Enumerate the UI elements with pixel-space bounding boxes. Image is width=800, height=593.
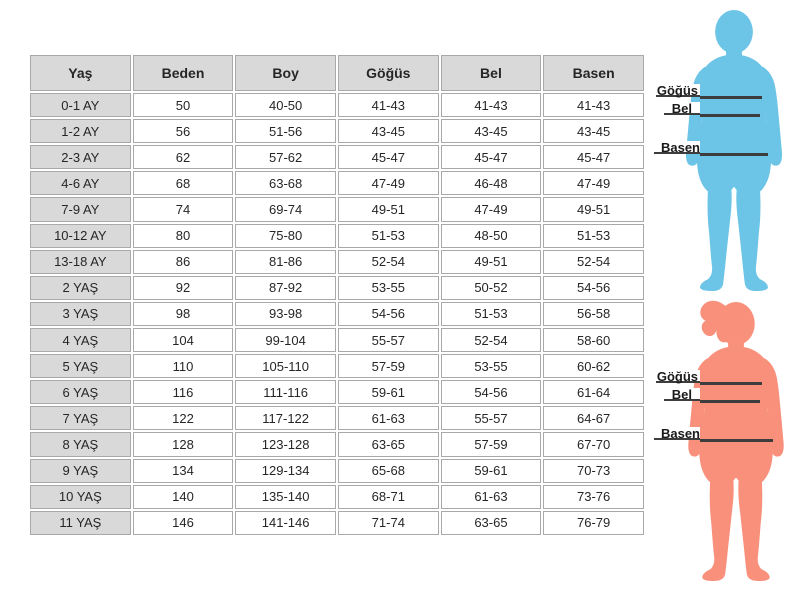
col-header-bel: Bel — [441, 55, 542, 91]
table-row — [30, 276, 644, 300]
value-cell: 55-57 — [338, 328, 439, 352]
value-cell: 51-53 — [543, 224, 644, 248]
value-cell: 54-56 — [543, 276, 644, 300]
col-header-boy: Boy — [235, 55, 336, 91]
value-cell: 74 — [133, 197, 234, 221]
value-cell: 48-50 — [441, 224, 542, 248]
table-row — [30, 432, 644, 456]
value-cell: 43-45 — [338, 119, 439, 143]
table-row — [30, 354, 644, 378]
waist-line-bottom — [700, 400, 760, 403]
value-cell: 46-48 — [441, 171, 542, 195]
value-cell: 53-55 — [338, 276, 439, 300]
value-cell: 146 — [133, 511, 234, 535]
value-cell: 123-128 — [235, 432, 336, 456]
value-cell: 41-43 — [338, 93, 439, 117]
value-cell: 63-68 — [235, 171, 336, 195]
value-cell: 45-47 — [543, 145, 644, 169]
value-cell: 54-56 — [441, 380, 542, 404]
value-cell: 47-49 — [441, 197, 542, 221]
waist-label-bottom: Bel — [664, 388, 700, 401]
table-row — [30, 224, 644, 248]
value-cell: 73-76 — [543, 485, 644, 509]
value-cell: 70-73 — [543, 459, 644, 483]
value-cell: 76-79 — [543, 511, 644, 535]
girl-silhouette-icon — [675, 299, 797, 585]
value-cell: 65-68 — [338, 459, 439, 483]
value-cell: 59-61 — [441, 459, 542, 483]
value-cell: 49-51 — [543, 197, 644, 221]
age-cell: 11 YAŞ — [30, 511, 131, 535]
value-cell: 75-80 — [235, 224, 336, 248]
table-row — [30, 511, 644, 535]
hip-line-top — [700, 153, 768, 156]
value-cell: 122 — [133, 406, 234, 430]
hip-label-top: Basen — [654, 141, 700, 154]
value-cell: 61-63 — [338, 406, 439, 430]
value-cell: 140 — [133, 485, 234, 509]
waist-line-top — [700, 114, 760, 117]
value-cell: 57-59 — [338, 354, 439, 378]
value-cell: 68-71 — [338, 485, 439, 509]
age-cell: 7 YAŞ — [30, 406, 131, 430]
table-row — [30, 171, 644, 195]
table-row — [30, 406, 644, 430]
value-cell: 80 — [133, 224, 234, 248]
value-cell: 41-43 — [543, 93, 644, 117]
value-cell: 49-51 — [338, 197, 439, 221]
col-header-yas: Yaş — [30, 55, 131, 91]
age-cell: 10 YAŞ — [30, 485, 131, 509]
age-cell: 6 YAŞ — [30, 380, 131, 404]
value-cell: 60-62 — [543, 354, 644, 378]
value-cell: 81-86 — [235, 250, 336, 274]
value-cell: 58-60 — [543, 328, 644, 352]
age-cell: 13-18 AY — [30, 250, 131, 274]
value-cell: 55-57 — [441, 406, 542, 430]
value-cell: 45-47 — [441, 145, 542, 169]
size-table — [28, 53, 646, 537]
chest-line-bottom — [700, 382, 762, 385]
value-cell: 129-134 — [235, 459, 336, 483]
value-cell: 56-58 — [543, 302, 644, 326]
table-row — [30, 145, 644, 169]
value-cell: 62 — [133, 145, 234, 169]
value-cell: 63-65 — [441, 511, 542, 535]
hip-line-bottom — [700, 439, 773, 442]
value-cell: 68 — [133, 171, 234, 195]
age-cell: 4-6 AY — [30, 171, 131, 195]
age-cell: 10-12 AY — [30, 224, 131, 248]
value-cell: 51-53 — [338, 224, 439, 248]
value-cell: 135-140 — [235, 485, 336, 509]
value-cell: 52-54 — [441, 328, 542, 352]
value-cell: 57-59 — [441, 432, 542, 456]
value-cell: 117-122 — [235, 406, 336, 430]
value-cell: 110 — [133, 354, 234, 378]
value-cell: 61-63 — [441, 485, 542, 509]
age-cell: 2 YAŞ — [30, 276, 131, 300]
value-cell: 93-98 — [235, 302, 336, 326]
value-cell: 87-92 — [235, 276, 336, 300]
value-cell: 57-62 — [235, 145, 336, 169]
value-cell: 71-74 — [338, 511, 439, 535]
value-cell: 98 — [133, 302, 234, 326]
value-cell: 86 — [133, 250, 234, 274]
age-cell: 3 YAŞ — [30, 302, 131, 326]
value-cell: 59-61 — [338, 380, 439, 404]
value-cell: 54-56 — [338, 302, 439, 326]
waist-label-top: Bel — [664, 102, 700, 115]
col-header-beden: Beden — [133, 55, 234, 91]
value-cell: 43-45 — [543, 119, 644, 143]
table-row — [30, 119, 644, 143]
table-header-row — [30, 55, 644, 91]
value-cell: 41-43 — [441, 93, 542, 117]
value-cell: 53-55 — [441, 354, 542, 378]
age-cell: 0-1 AY — [30, 93, 131, 117]
value-cell: 50 — [133, 93, 234, 117]
value-cell: 69-74 — [235, 197, 336, 221]
table-row — [30, 459, 644, 483]
value-cell: 47-49 — [338, 171, 439, 195]
age-cell: 9 YAŞ — [30, 459, 131, 483]
value-cell: 99-104 — [235, 328, 336, 352]
hip-label-bottom: Basen — [654, 427, 700, 440]
value-cell: 104 — [133, 328, 234, 352]
value-cell: 128 — [133, 432, 234, 456]
value-cell: 64-67 — [543, 406, 644, 430]
value-cell: 116 — [133, 380, 234, 404]
chest-line-top — [700, 96, 762, 99]
value-cell: 49-51 — [441, 250, 542, 274]
value-cell: 61-64 — [543, 380, 644, 404]
chest-label-bottom: Göğüs — [656, 369, 698, 384]
value-cell: 111-116 — [235, 380, 336, 404]
table-row — [30, 485, 644, 509]
table-row — [30, 250, 644, 274]
value-cell: 67-70 — [543, 432, 644, 456]
value-cell: 50-52 — [441, 276, 542, 300]
age-cell: 1-2 AY — [30, 119, 131, 143]
age-cell: 5 YAŞ — [30, 354, 131, 378]
table-row — [30, 197, 644, 221]
age-cell: 4 YAŞ — [30, 328, 131, 352]
value-cell: 63-65 — [338, 432, 439, 456]
value-cell: 56 — [133, 119, 234, 143]
col-header-basen: Basen — [543, 55, 644, 91]
col-header-gogus: Göğüs — [338, 55, 439, 91]
value-cell: 141-146 — [235, 511, 336, 535]
table-row — [30, 93, 644, 117]
table-row — [30, 380, 644, 404]
value-cell: 134 — [133, 459, 234, 483]
chest-label-top: Göğüs — [656, 83, 698, 98]
age-cell: 7-9 AY — [30, 197, 131, 221]
value-cell: 92 — [133, 276, 234, 300]
value-cell: 51-53 — [441, 302, 542, 326]
value-cell: 43-45 — [441, 119, 542, 143]
value-cell: 52-54 — [543, 250, 644, 274]
value-cell: 40-50 — [235, 93, 336, 117]
table-row — [30, 302, 644, 326]
age-cell: 8 YAŞ — [30, 432, 131, 456]
value-cell: 51-56 — [235, 119, 336, 143]
size-table-body — [30, 93, 644, 535]
value-cell: 47-49 — [543, 171, 644, 195]
value-cell: 45-47 — [338, 145, 439, 169]
table-row — [30, 328, 644, 352]
age-cell: 2-3 AY — [30, 145, 131, 169]
value-cell: 52-54 — [338, 250, 439, 274]
value-cell: 105-110 — [235, 354, 336, 378]
